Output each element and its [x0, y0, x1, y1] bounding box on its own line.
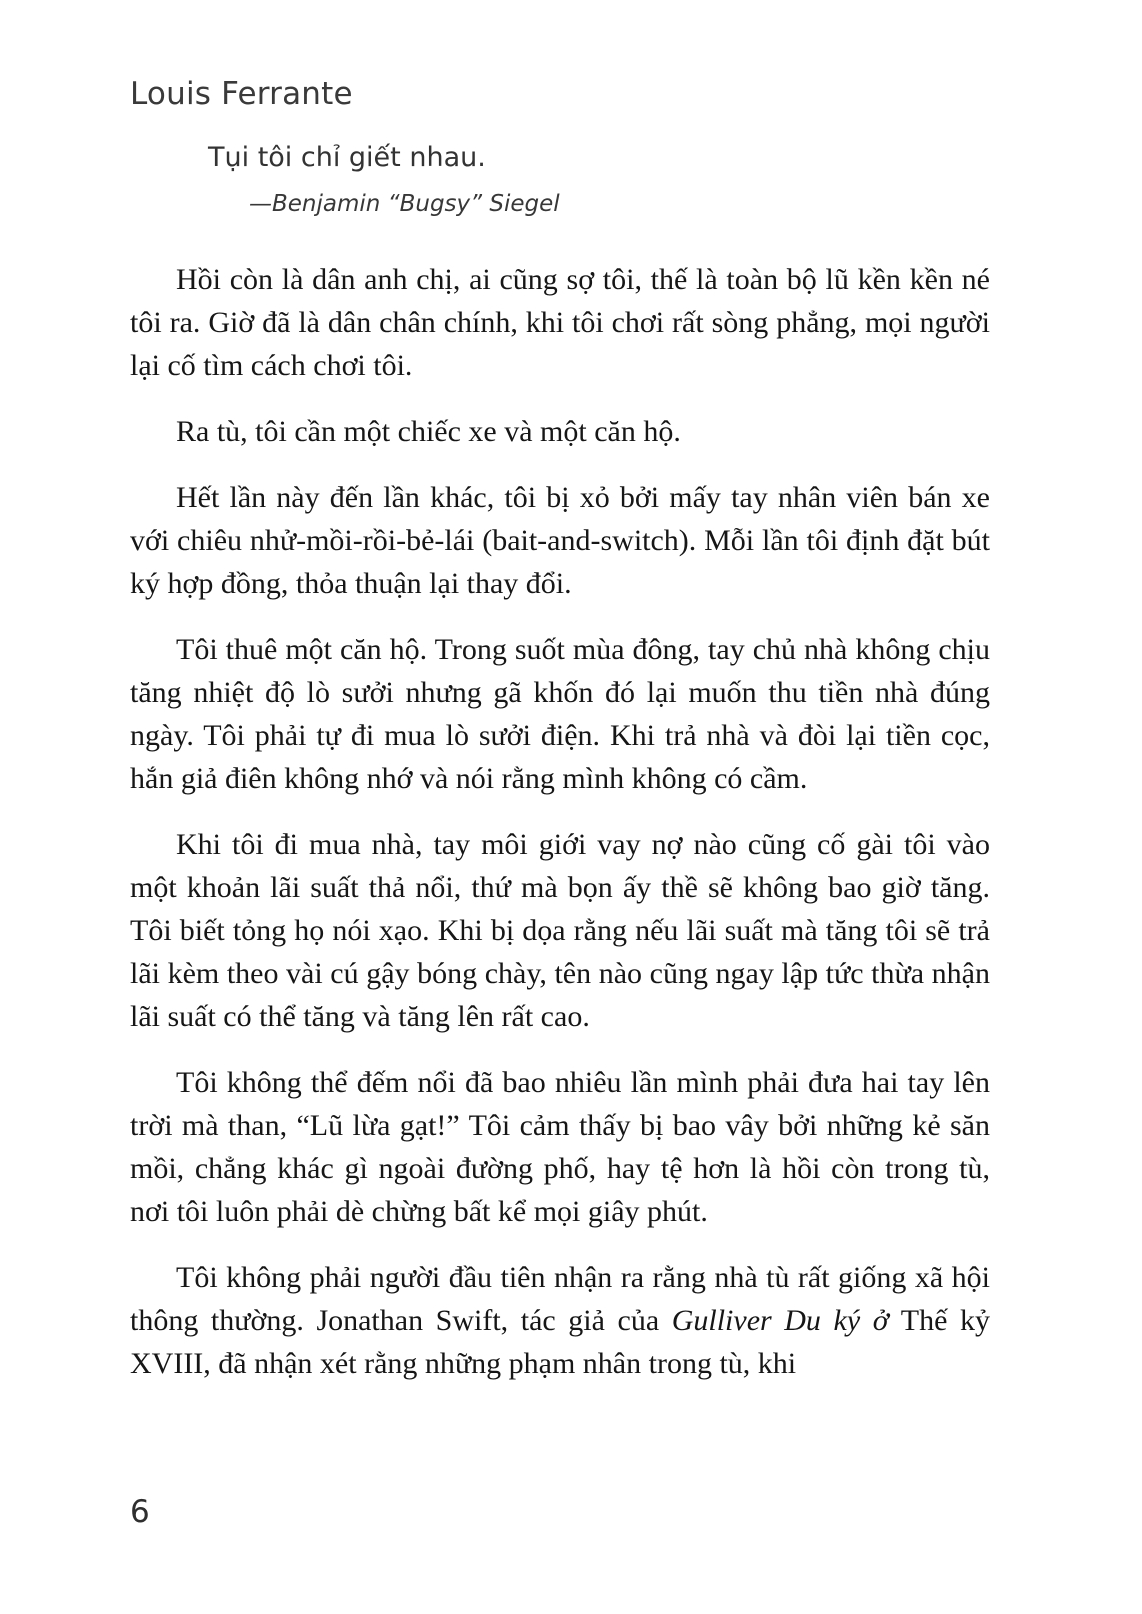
final-paragraph-text-after: Thế kỷ XVIII, đã nhận xét rằng những phạm nhân trong tù, khi: [130, 1304, 990, 1380]
paragraph-6: Tôi không thể đếm nổi đã bao nhiêu lần mình phải đưa hai tay lên trời mà than, “Lũ lừa gạt!” Tôi cảm thấy bị bao vây bởi những kẻ săn mồi, chẳng khác gì ngoài đường phố, hay tệ hơn là hồi còn trong tù, nơi tôi luôn phải dè chừng bất kể mọi giây phút.: [130, 1066, 990, 1228]
final-paragraph-text-before: Tôi không phải người đầu tiên nhận ra rằng nhà tù rất giống xã hội thông thường. Jonathan Swift, tác giả của: [130, 1261, 990, 1337]
paragraph-3: Hết lần này đến lần khác, tôi bị xỏ bởi mấy tay nhân viên bán xe với chiêu nhử-mồi-rồi-bẻ-lái (bait-and-switch). Mỗi lần tôi định đặt bút ký hợp đồng, thỏa thuận lại thay đổi.: [130, 481, 990, 600]
page-number: 6: [130, 1494, 150, 1530]
paragraph-2: Ra tù, tôi cần một chiếc xe và một căn hộ.: [176, 415, 681, 448]
paragraph-1: Hồi còn là dân anh chị, ai cũng sợ tôi, thế là toàn bộ lũ kền kền né tôi ra. Giờ đã là dân chân chính, khi tôi chơi rất sòng phẳng, mọi người lại cố tìm cách chơi tôi.: [130, 263, 990, 382]
running-header-author: Louis Ferrante: [130, 76, 353, 112]
epigraph: [208, 141, 560, 219]
paragraph-7-final: [130, 1256, 990, 1385]
paragraph-5: Khi tôi đi mua nhà, tay môi giới vay nợ nào cũng cố gài tôi vào một khoản lãi suất thả nổi, thứ mà bọn ấy thề sẽ không bao giờ tăng. Tôi biết tỏng họ nói xạo. Khi bị dọa rằng nếu lãi suất mà tăng tôi sẽ trả lãi kèm theo vài cú gậy bóng chày, tên nào cũng ngay lập tức thừa nhận lãi suất có thể tăng và tăng lên rất cao.: [130, 828, 990, 1033]
paragraph-4: Tôi thuê một căn hộ. Trong suốt mùa đông, tay chủ nhà không chịu tăng nhiệt độ lò sưởi nhưng gã khốn đó lại muốn thu tiền nhà đúng ngày. Tôi phải tự đi mua lò sưởi điện. Khi trả nhà và đòi lại tiền cọc, hắn giả điên không nhớ và nói rằng mình không có cầm.: [130, 633, 990, 795]
epigraph-attribution: —Benjamin “Bugsy” Siegel: [249, 190, 560, 217]
epigraph-quote: Tụi tôi chỉ giết nhau.: [208, 142, 486, 173]
body-text: [130, 258, 990, 1385]
book-title-italic: Gulliver Du ký ở: [671, 1304, 889, 1337]
